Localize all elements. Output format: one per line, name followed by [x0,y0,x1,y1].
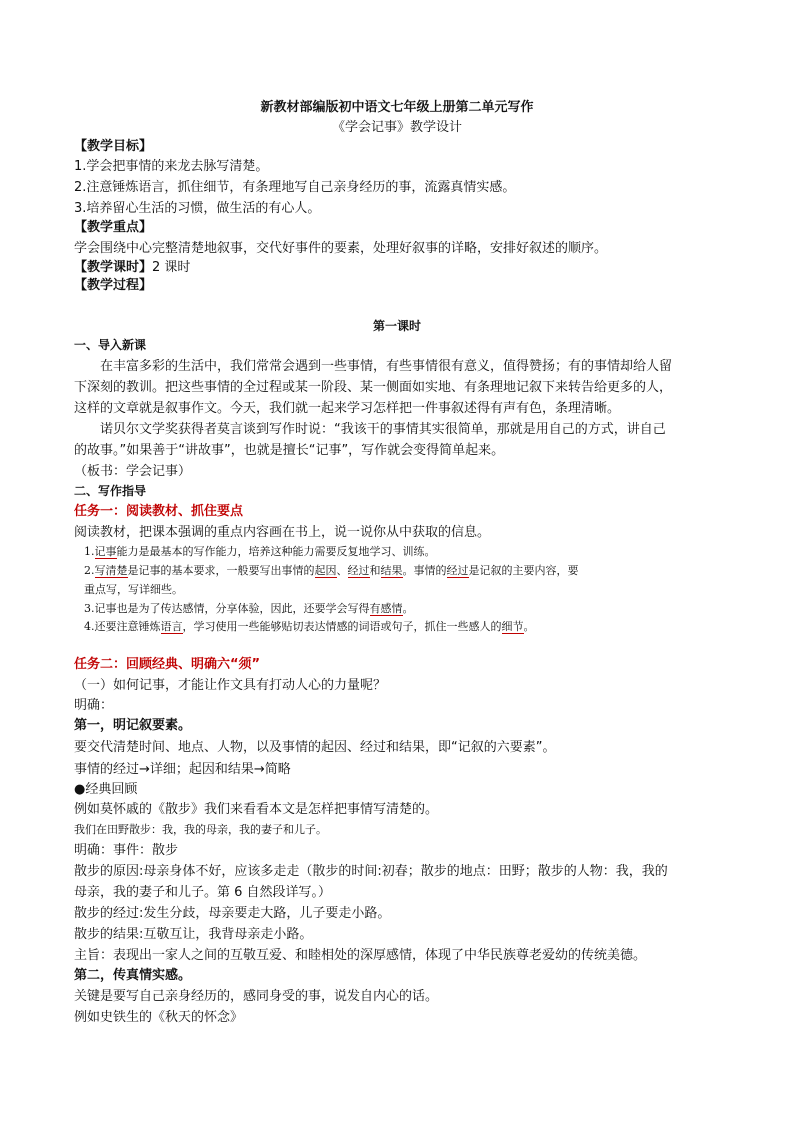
lesson-heading: 第一课时 [372,319,421,333]
process-line: 散步的经过:发生分歧，母亲要走大路，儿子要走小路。 [74,906,391,921]
goals-heading: 【教学目标】 [74,139,153,154]
section2-heading: 二、写作指导 [74,484,147,498]
key-heading: 【教学重点】 [74,220,153,235]
example-sanbu: 例如莫怀戚的《散步》我们来看看本文是怎样把事情写清楚的。 [74,802,439,817]
quote-paragraph-line: 诺贝尔文学奖获得者莫言谈到写作时说：“我该干的事情其实很简单，那就是用自己的方式，讲自己 [100,422,666,437]
underlined-term: 写清楚 [94,564,128,577]
intro-paragraph-line: 在丰富多彩的生活中，我们常常会遇到一些事情，有些事情很有意义，值得赞扬；有的事情却给人留 [100,359,673,374]
underlined-term: 有感情 [369,602,403,615]
board-note: （板书：学会记事） [74,464,192,479]
task1-heading: 任务一：阅读教材、抓住要点 [74,504,244,519]
underlined-term: 语言 [160,620,183,633]
section1-heading: 一、导入新课 [74,338,147,352]
first-point-text: 要交代清楚时间、地点、人物，以及事情的起因、经过和结果，即“记叙的六要素”。 [74,740,556,755]
underlined-term: 起因 [314,564,337,577]
textbook-point-3: 3.记事也是为了传达感情，分享体验，因此，还要学会写得有感情。 [84,602,414,615]
key-text: 学会围绕中心完整清楚地叙事，交代好事件的要素，处理好叙事的详略，安排好叙述的顺序。 [74,241,608,256]
quote-paragraph-line: 的故事。”如果善于“讲故事”，也就是擅长“记事”，写作就会变得简单起来。 [74,443,505,458]
example-sanbu-quote: 我们在田野散步：我，我的母亲，我的妻子和儿子。 [74,823,327,836]
underlined-term: 经过 [446,564,469,577]
theme-line: 主旨：表现出一家人之间的互敬互爱、和睦相处的深厚感情，体现了中华民族尊老爱幼的传统美德。 [74,948,647,963]
goal-item: 2.注意锤炼语言，抓住细节，有条理地写自己亲身经历的事，流露真情实感。 [74,180,516,195]
underlined-term: 记事 [94,545,117,558]
intro-paragraph-line: 下深刻的教训。把这些事情的全过程或某一阶段、某一侧面如实地、有条理地记叙下来转告给更多的人， [74,380,673,395]
first-point-rule: 事情的经过→详细；起因和结果→简略 [74,762,291,777]
hours-line [74,258,190,277]
underlined-term: 结果 [380,564,403,577]
goal-item: 1.学会把事情的来龙去脉写清楚。 [74,159,269,174]
cause-line: 散步的原因:母亲身体不好，应该多走走（散步的时间:初春；散步的地点：田野；散步的人物：我，我的 [74,864,668,879]
task2-heading: 任务二：回顾经典、明确六“须” [74,657,261,672]
task1-text: 阅读教材，把课本强调的重点内容画在书上，说一说你从中获取的信息。 [74,525,491,540]
second-point-heading: 第二，传真情实感。 [74,968,192,983]
question-1: （一）如何记事，才能让作文具有打动人心的力量呢？ [74,678,387,693]
cause-line-continued: 母亲，我的妻子和儿子。第 6 自然段详写。） [74,885,332,900]
mingque-label: 明确： [74,698,114,713]
document-title: 新教材部编版初中语文七年级上册第二单元写作 [260,100,534,115]
example-qiutian: 例如史铁生的《秋天的怀念》 [74,1010,244,1025]
textbook-point-4: 4.还要注意锤炼语言，学习使用一些能够贴切表达情感的词语或句子，抓住一些感人的细节。 [84,620,535,633]
second-point-text: 关键是要写自己亲身经历的，感同身受的事，说发自内心的话。 [74,989,439,1004]
result-line: 散步的结果:互敬互让，我背母亲走小路。 [74,927,313,942]
hours-value: 2 课时 [152,260,191,275]
underlined-term: 细节 [501,620,524,633]
underlined-term: 经过 [347,564,370,577]
process-heading: 【教学过程】 [74,278,153,293]
document-subtitle: 《学会记事》教学设计 [331,120,462,135]
goal-item: 3.培养留心生活的习惯，做生活的有心人。 [74,201,321,216]
textbook-point-2: 2.写清楚是记事的基本要求，一般要写出事情的起因、经过和结果。事情的经过是记叙的主要内容，要 [84,564,579,577]
hours-label: 【教学课时】 [74,260,153,275]
classic-review: ●经典回顾 [74,782,138,797]
intro-paragraph-line: 这样的文章就是叙事作文。今天，我们就一起来学习怎样把一件事叙述得有声有色，条理清晰。 [74,401,621,416]
first-point-heading: 第一，明记叙要素。 [74,718,192,733]
event-line: 明确：事件：散步 [74,843,179,858]
textbook-point-2-continued: 重点写，写详细些。 [84,583,183,596]
textbook-point-1: 1.记事能力是最基本的写作能力，培养这种能力需要反复地学习、训练。 [84,545,436,558]
